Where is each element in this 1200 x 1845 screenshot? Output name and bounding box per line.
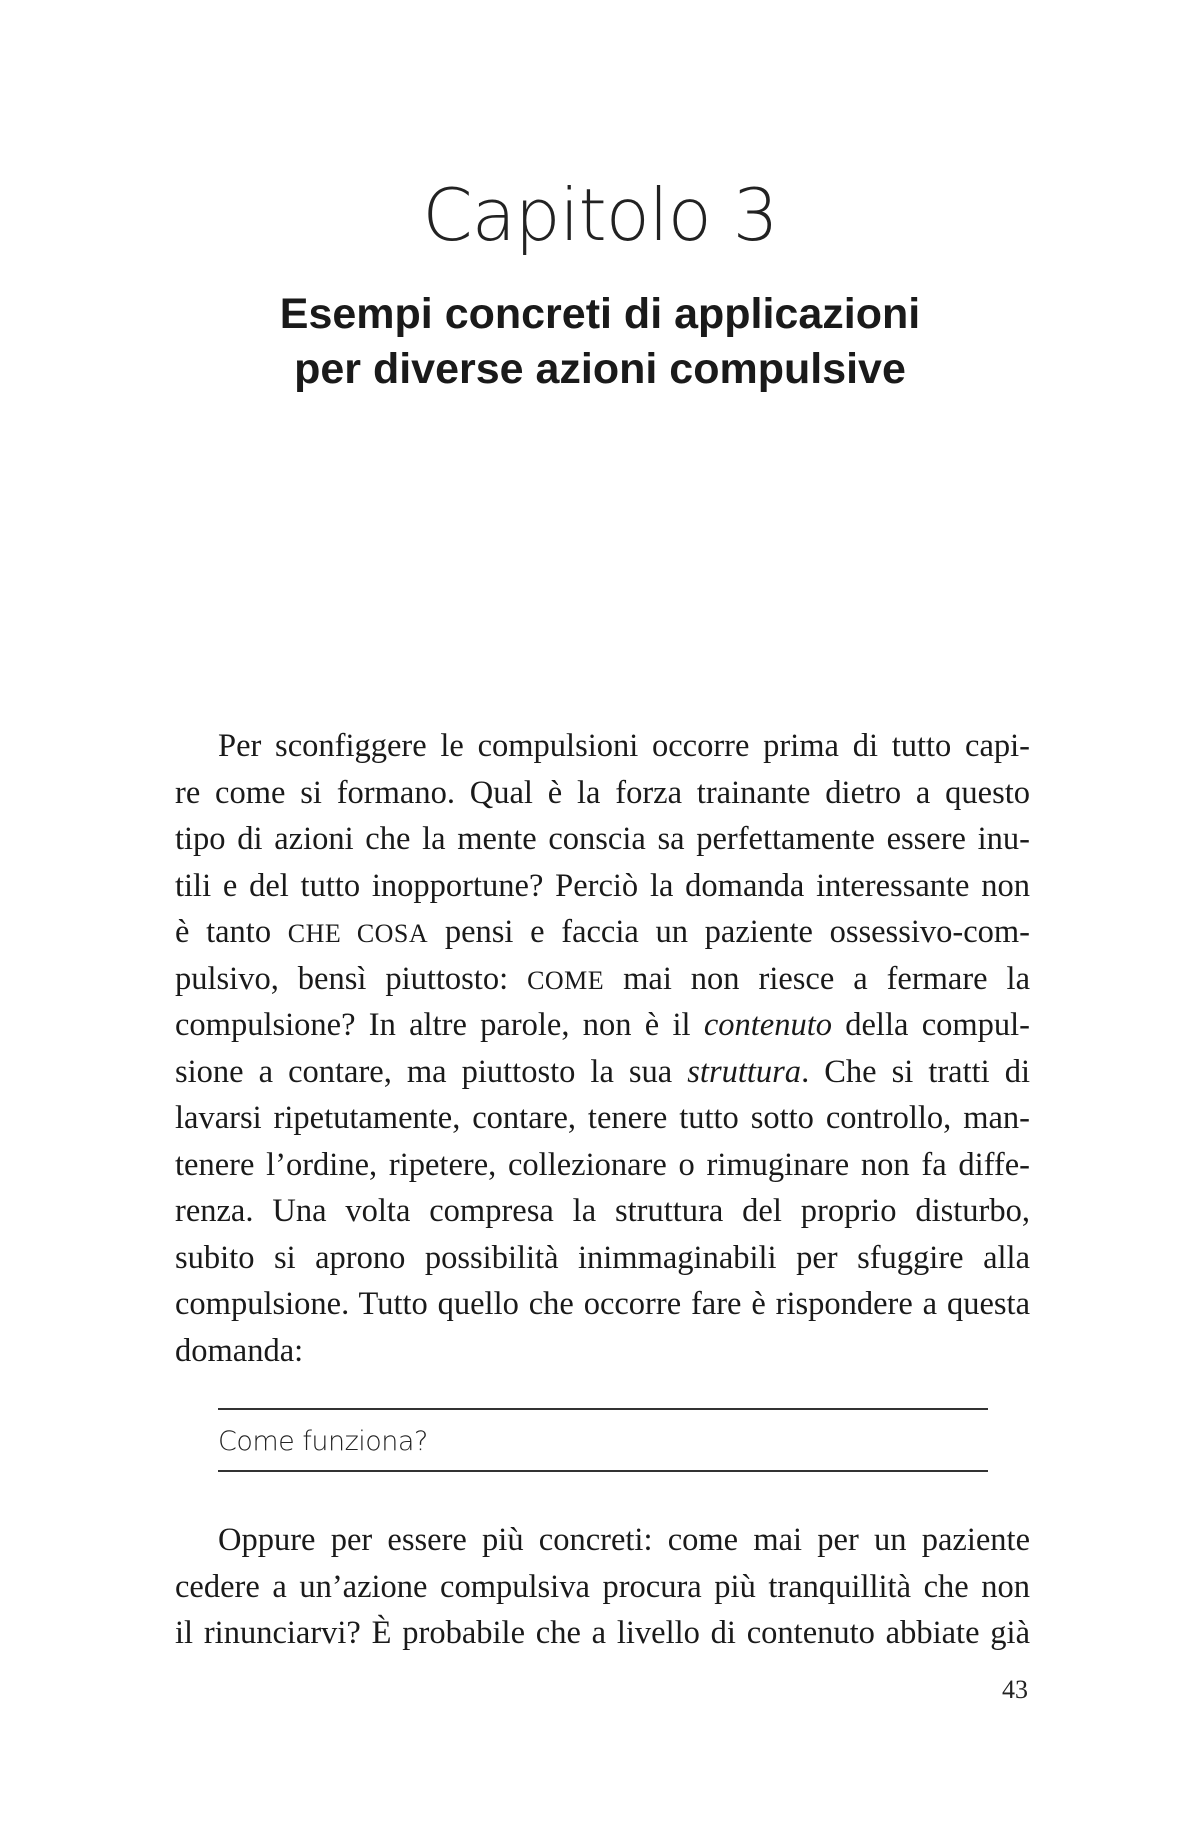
chapter-title bbox=[0, 287, 1200, 397]
text-line: domanda: bbox=[175, 1332, 304, 1369]
text-line: compulsione. Tutto quello che occorre fare è rispondere a questa bbox=[175, 1286, 1030, 1322]
text-line: re come si formano. Qual è la forza trainante dietro a questo bbox=[175, 774, 1030, 811]
italic-text: contenuto bbox=[703, 1007, 832, 1043]
text-line: tipo di azioni che la mente conscia sa perfettamente essere inu- bbox=[175, 821, 1030, 857]
callout-bottom-rule bbox=[218, 1470, 988, 1472]
callout-top-rule bbox=[218, 1408, 988, 1410]
text-line: Per sconfiggere le compulsioni occorre prima di tutto capi- bbox=[218, 728, 1030, 764]
text-line bbox=[175, 909, 1030, 956]
text-line bbox=[175, 1002, 1030, 1049]
text-line bbox=[175, 956, 1030, 1003]
text-line: renza. Una volta compresa la struttura del proprio disturbo, bbox=[175, 1193, 1030, 1229]
chapter-number: Capitolo 3 bbox=[422, 173, 778, 257]
text-line: cedere a un’azione compulsiva procura più tranquillità che non bbox=[175, 1568, 1030, 1605]
body-paragraph bbox=[175, 723, 1030, 1374]
text-line bbox=[175, 1049, 1030, 1096]
smallcaps-text: CHE COSA bbox=[287, 919, 429, 948]
text-line: tenere l’ordine, ripetere, collezionare o rimuginare non fa diffe- bbox=[175, 1146, 1030, 1183]
text-segment: mai non riesce a fermare la bbox=[604, 960, 1030, 997]
text-segment: pulsivo, bensì piuttosto: bbox=[175, 960, 528, 997]
text-line: Oppure per essere più concreti: come mai per un paziente bbox=[218, 1522, 1030, 1558]
text-line: il rinunciarvi? È probabile che a livello di contenuto abbiate già bbox=[175, 1615, 1030, 1651]
text-segment: è tanto bbox=[175, 914, 288, 950]
text-line: subito si aprono possibilità inimmaginabili per sfuggire alla bbox=[175, 1239, 1030, 1276]
chapter-title-line: per diverse azioni compulsive bbox=[294, 345, 906, 393]
chapter-title-line: Esempi concreti di applicazioni bbox=[279, 290, 921, 338]
page-number: 43 bbox=[1002, 1675, 1028, 1704]
text-segment: sione a contare, ma piuttosto la sua bbox=[175, 1053, 688, 1090]
italic-text: struttura bbox=[687, 1053, 802, 1090]
text-line: lavarsi ripetutamente, contare, tenere tutto sotto controllo, man- bbox=[175, 1100, 1030, 1136]
text-segment: della compul- bbox=[831, 1007, 1030, 1043]
text-segment: . Che si tratti di bbox=[801, 1053, 1030, 1090]
body-paragraph bbox=[175, 1517, 1030, 1657]
text-segment: compulsione? In altre parole, non è il bbox=[175, 1007, 704, 1043]
text-line: tili e del tutto inopportune? Perciò la domanda interessante non bbox=[175, 867, 1030, 904]
smallcaps-text: COME bbox=[527, 965, 605, 995]
callout-question: Come funziona? bbox=[218, 1426, 428, 1457]
text-segment: pensi e faccia un paziente ossessivo-com- bbox=[428, 914, 1030, 950]
